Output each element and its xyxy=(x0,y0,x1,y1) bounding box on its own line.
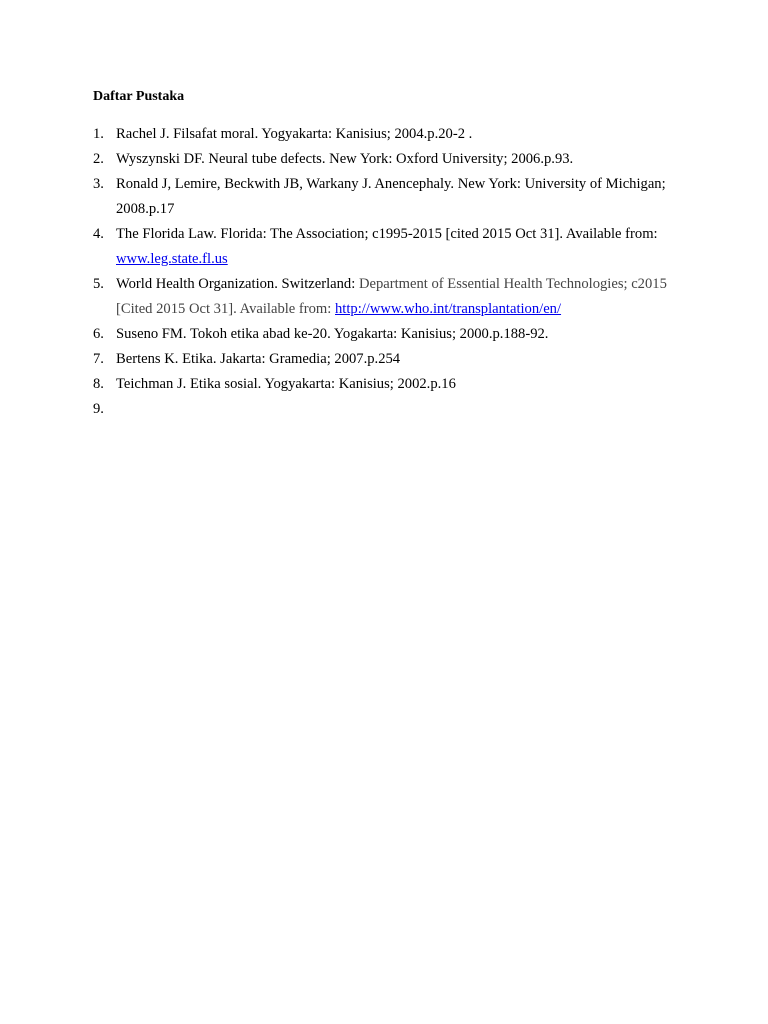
reference-number: 3. xyxy=(93,176,104,192)
reference-text-muted: Department of Essential Health Technologies; c2015 [Cited 2015 Oct 31]. Available from: xyxy=(116,276,667,317)
reference-item-9 xyxy=(93,397,678,422)
reference-number: 6. xyxy=(93,326,104,342)
reference-text: Ronald J, Lemire, Beckwith JB, Warkany J. Anencephaly. New York: University of Michigan; 2008.p.17 xyxy=(116,176,666,217)
reference-number: 8. xyxy=(93,376,104,392)
reference-link[interactable]: http://www.who.int/transplantation/en/ xyxy=(335,301,562,317)
reference-number: 1. xyxy=(93,126,104,142)
reference-text: Suseno FM. Tokoh etika abad ke-20. Yogakarta: Kanisius; 2000.p.188-92. xyxy=(116,326,549,342)
reference-item-5 xyxy=(93,272,678,322)
reference-text: World Health Organization. Switzerland: xyxy=(116,276,359,292)
reference-text: Teichman J. Etika sosial. Yogyakarta: Kanisius; 2002.p.16 xyxy=(116,376,456,392)
reference-item-2 xyxy=(93,147,678,172)
reference-text: Rachel J. Filsafat moral. Yogyakarta: Kanisius; 2004.p.20-2 . xyxy=(116,126,473,142)
page-title: Daftar Pustaka xyxy=(93,89,185,104)
reference-item-8 xyxy=(93,372,678,397)
reference-list xyxy=(93,122,678,422)
reference-number: 9. xyxy=(93,401,104,417)
reference-item-4 xyxy=(93,222,678,272)
reference-item-3 xyxy=(93,172,678,222)
reference-number: 5. xyxy=(93,276,104,292)
reference-text: Wyszynski DF. Neural tube defects. New York: Oxford University; 2006.p.93. xyxy=(116,151,574,167)
reference-text: Bertens K. Etika. Jakarta: Gramedia; 2007.p.254 xyxy=(116,351,401,367)
reference-text: The Florida Law. Florida: The Association; c1995-2015 [cited 2015 Oct 31]. Available from: xyxy=(116,226,658,242)
reference-text xyxy=(116,401,120,417)
reference-number: 2. xyxy=(93,151,104,167)
reference-link[interactable]: www.leg.state.fl.us xyxy=(116,251,228,267)
reference-item-1 xyxy=(93,122,678,147)
reference-number: 4. xyxy=(93,226,104,242)
reference-item-7 xyxy=(93,347,678,372)
reference-item-6 xyxy=(93,322,678,347)
reference-number: 7. xyxy=(93,351,104,367)
